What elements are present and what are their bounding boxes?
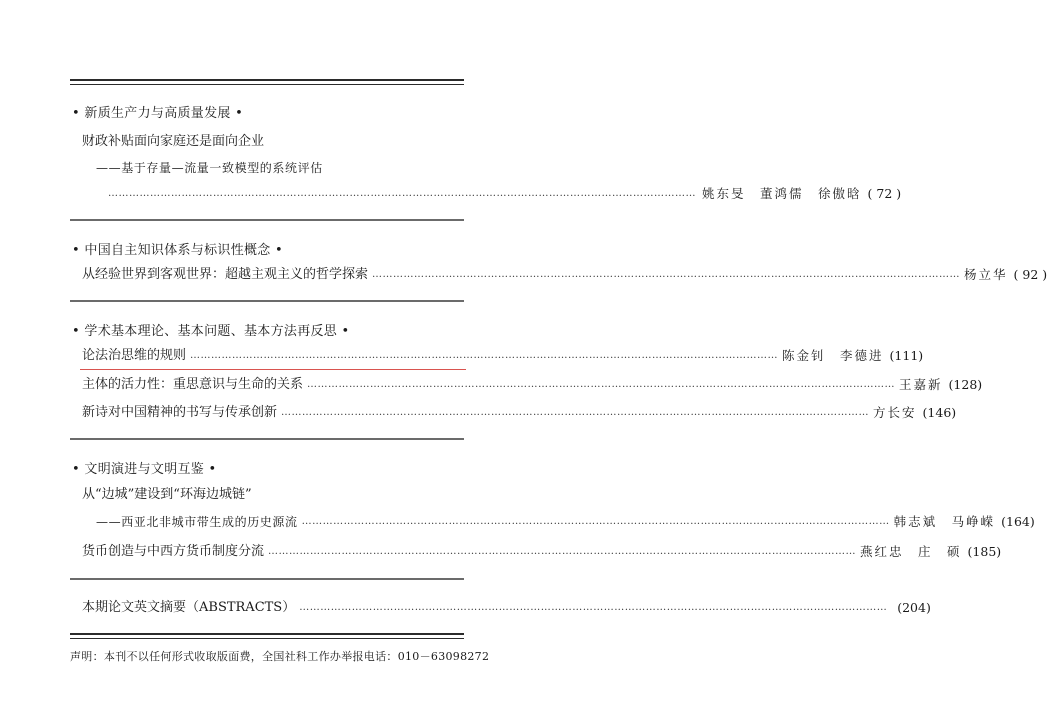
article-title: 新诗对中国精神的书写与传承创新 [82, 405, 278, 420]
article-subtitle: ——基于存量—流量一致模型的系统评估 [96, 161, 323, 175]
article-page: (185) [967, 544, 1002, 559]
article-title: 货币创造与中西方货币制度分流 [82, 544, 265, 559]
section-divider [70, 300, 464, 302]
article-page: (111) [889, 348, 924, 363]
article-page: (128) [948, 377, 983, 392]
article-authors: 杨立华 [964, 267, 1008, 282]
dot-leader: …………………………………………………………………………………………………………………………………………………… [372, 269, 961, 280]
article-currency[interactable] [82, 543, 1002, 561]
highlight-underline [80, 369, 466, 370]
dot-leader: …………………………………………………………………………………………………………………………………………………… [301, 516, 890, 527]
dot-leader: …………………………………………………………………………………………………………………………………………………… [299, 602, 888, 613]
article-title: 主体的活力性：重思意识与生命的关系 [82, 377, 304, 392]
article-rule-of-law[interactable] [82, 347, 924, 365]
article-authors: 王嘉新 [899, 377, 943, 392]
article-subtitle-row [96, 513, 1035, 531]
article-page: ( 72 ) [867, 186, 902, 201]
article-authors: 姚东旻 董鸿儒 徐傲晗 [702, 186, 862, 201]
notice-text: 声明：本刊不以任何形式收取版面费，全国社科工作办举报电话：010－63098272 [70, 650, 490, 663]
dot-leader: …………………………………………………………………………………………………………………………………………………… [268, 546, 857, 557]
section-divider [70, 438, 464, 440]
article-border-city[interactable] [82, 486, 464, 504]
dot-leader: …………………………………………………………………………………………………………………………………………………… [281, 407, 870, 418]
article-new-poetry[interactable] [82, 404, 957, 422]
section-divider [70, 219, 464, 221]
article-page: (146) [922, 405, 957, 420]
article-title: 论法治思维的规则 [82, 348, 187, 363]
article-abstracts[interactable] [82, 599, 931, 617]
top-rule [70, 79, 464, 81]
section-divider [70, 578, 464, 580]
section-title-1: • 新质生产力与高质量发展 • [72, 106, 244, 121]
section-title-3: • 学术基本理论、基本问题、基本方法再反思 • [72, 324, 350, 339]
article-page: ( 92 ) [1013, 267, 1047, 282]
top-rule-thin [70, 84, 464, 85]
dot-leader: …………………………………………………………………………………………………………………………………………………… [307, 379, 896, 390]
article-title: 从“边城”建设到“环海边城链” [82, 487, 252, 502]
article-subject-vitality[interactable] [82, 376, 983, 394]
article-title: 财政补贴面向家庭还是面向企业 [82, 134, 265, 149]
article-author-row [108, 185, 902, 203]
dot-leader: …………………………………………………………………………………………………………………………………………………… [190, 350, 779, 361]
article-page: (164) [1001, 514, 1035, 529]
article-authors: 陈金钊 李德进 [782, 348, 884, 363]
article-fiscal-subsidy[interactable] [82, 133, 464, 151]
article-experience-world[interactable] [82, 266, 1047, 284]
section-title-2: • 中国自主知识体系与标识性概念 • [72, 243, 284, 258]
article-title: 从经验世界到客观世界：超越主观主义的哲学探索 [82, 267, 369, 282]
article-authors: 韩志斌 马峥嵘 [893, 514, 996, 529]
abstracts-page: (204) [897, 600, 931, 615]
article-subtitle: ——西亚北非城市带生成的历史源流 [96, 515, 298, 529]
dot-leader: …………………………………………………………………………………………………………………………………………………… [108, 188, 696, 199]
section-title-4: • 文明演进与文明互鉴 • [72, 462, 217, 477]
bottom-rule [70, 633, 464, 635]
abstracts-title: 本期论文英文摘要（ABSTRACTS） [82, 600, 296, 615]
article-authors: 方长安 [873, 405, 917, 420]
article-authors: 燕红忠 庄 硕 [860, 544, 962, 559]
bottom-rule-thin [70, 638, 464, 639]
